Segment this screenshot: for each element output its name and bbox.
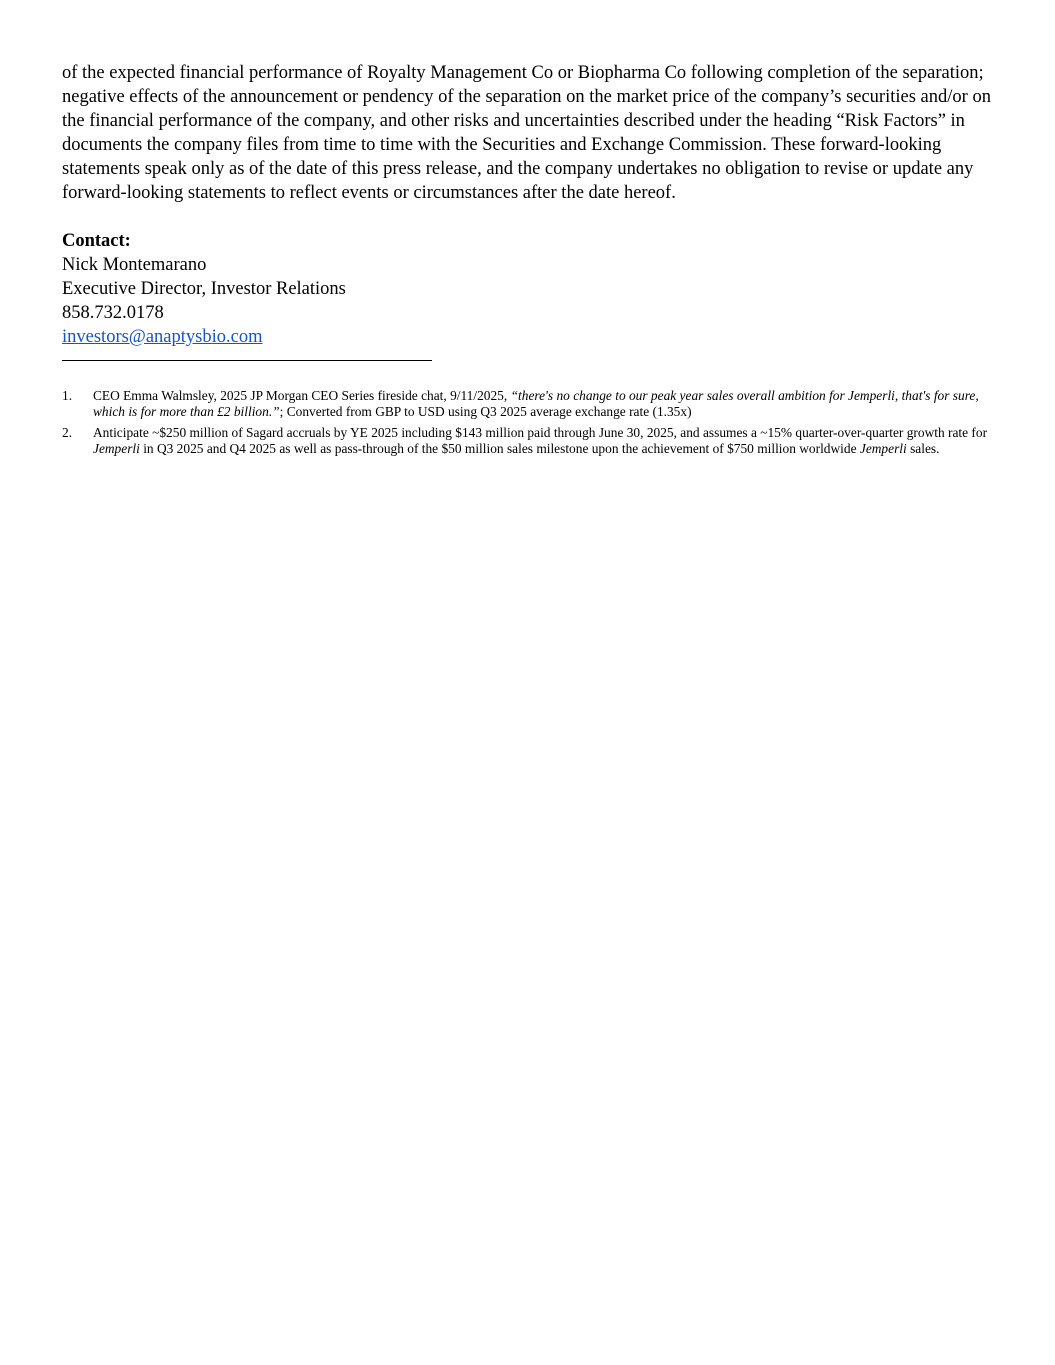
contact-name: Nick Montemarano (62, 255, 207, 275)
footnote-divider (62, 360, 432, 361)
footnote-quote: “there's no change to our peak year sales overall ambition for Jemperli, that's for sure, which is for more than £2 billion.” (93, 388, 979, 419)
footnote-text-part: Anticipate ~$250 million of Sagard accruals by YE 2025 including $143 million paid through June 30, 2025, and assumes a ~15% quarter-over-quarter growth rate for (93, 425, 988, 440)
footnote-text (93, 388, 992, 420)
footnote-text-part: ; Converted from GBP to USD using Q3 2025 average exchange rate (1.35x) (279, 404, 692, 419)
footnote-text (93, 425, 992, 457)
contact-phone: 858.732.0178 (62, 303, 164, 323)
footnote-number: 1. (62, 388, 73, 403)
contact-block (62, 229, 992, 349)
footnote-text-part: sales. (906, 441, 940, 456)
footnote-text-part: in Q3 2025 and Q4 2025 as well as pass-through of the $50 million sales milestone upon the achievement of $750 million worldwide (139, 441, 860, 456)
contact-title: Executive Director, Investor Relations (62, 279, 346, 299)
forward-looking-paragraph: of the expected financial performance of Royalty Management Co or Biopharma Co following completion of the separation; negative effects of the announcement or pendency of the separation on the market price of the company’s securities and/or on the financial performance of the company, and other risks and uncertainties described under the heading “Risk Factors” in documents the company files from time to time with the Securities and Exchange Commission. These forward-looking statements speak only as of the date of this press release, and the company undertakes no obligation to revise or update any forward-looking statements to reflect events or circumstances after the date hereof. (62, 63, 991, 203)
footnote-text-part: CEO Emma Walmsley, 2025 JP Morgan CEO Series fireside chat, 9/11/2025, (93, 388, 511, 403)
footnote-italic-product: Jemperli (859, 441, 907, 456)
contact-heading: Contact: (62, 231, 131, 251)
footnotes (62, 388, 992, 457)
contact-email-link[interactable]: investors@anaptysbio.com (62, 327, 263, 347)
footnote-italic-product: Jemperli (93, 441, 140, 456)
document-page (62, 61, 992, 462)
footnote-2 (62, 425, 992, 457)
footnote-1 (62, 388, 992, 420)
footnote-number: 2. (62, 425, 73, 440)
